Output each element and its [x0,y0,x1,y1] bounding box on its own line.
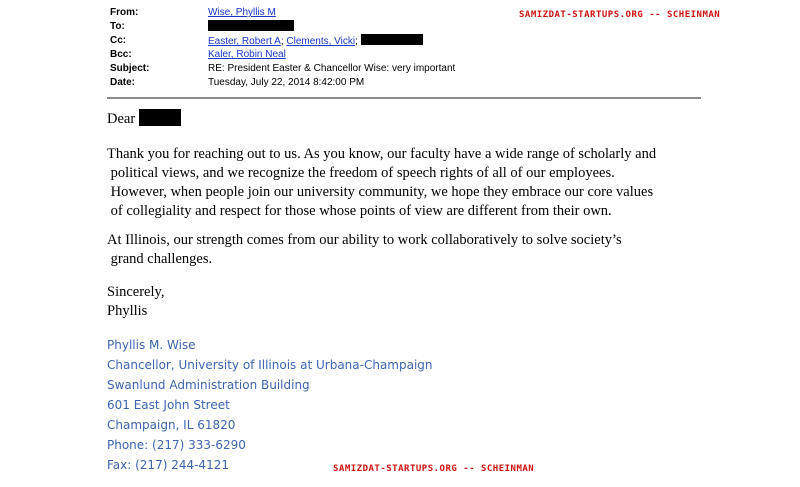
date-label: Date: [110,77,136,88]
signature-phone: Phone: (217) 333-6290 [107,438,246,452]
date-value: Tuesday, July 22, 2014 8:42:00 PM [208,77,365,88]
cc-link-easter[interactable]: Easter, Robert A [208,36,281,47]
from-label: From: [110,7,139,18]
signature-block [107,335,433,475]
signoff-name: Phyllis [107,303,148,319]
paragraph-line: However, when people join our university community, we hope they embrace our core values [107,184,654,200]
cc-link-clements[interactable]: Clements, Vicki [286,36,356,47]
signature-name: Phyllis M. Wise [107,338,196,352]
cc-label: Cc: [110,35,127,46]
paragraph-line: political views, and we recognize the freedom of speech rights of all of our employees. [107,165,615,181]
bcc-link[interactable]: Kaler, Robin Neal [208,49,286,60]
signature-city: Champaign, IL 61820 [107,418,236,432]
header-divider [107,97,701,99]
subject-value: RE: President Easter & Chancellor Wise: very important [208,63,456,74]
greeting-text: Dear [107,111,136,127]
watermark-top: SAMIZDAT-STARTUPS.ORG -- SCHEINMAN [519,10,721,20]
subject-label: Subject: [110,63,150,74]
paragraph-line: Thank you for reaching out to us. As you know, our faculty have a wide range of scholarly and [107,146,657,162]
redaction-block [361,34,423,45]
redaction-block [208,20,294,31]
closing [107,283,164,321]
redaction-block [139,109,181,126]
closing-text: Sincerely, [107,284,165,300]
signature-fax: Fax: (217) 244-4121 [107,458,229,472]
paragraph-line: of collegiality and respect for those whose points of view are different from their own. [107,203,612,219]
paragraph-line: At Illinois, our strength comes from our ability to work collaboratively to solve society’s [107,232,622,248]
watermark-bottom: SAMIZDAT-STARTUPS.ORG -- SCHEINMAN [333,464,535,474]
signature-title: Chancellor, University of Illinois at Urbana-Champaign [107,358,433,372]
signature-building: Swanlund Administration Building [107,378,310,392]
greeting [107,109,181,129]
to-value [208,20,294,35]
from-link[interactable]: Wise, Phyllis M [208,7,276,18]
bcc-label: Bcc: [110,49,132,60]
paragraph-1 [107,145,656,221]
paragraph-2 [107,231,622,269]
cc-value [208,34,423,49]
to-label: To: [110,21,125,32]
paragraph-line: grand challenges. [107,251,213,267]
signature-street: 601 East John Street [107,398,230,412]
cc-separator: ; [280,36,284,47]
cc-separator: ; [355,36,358,47]
